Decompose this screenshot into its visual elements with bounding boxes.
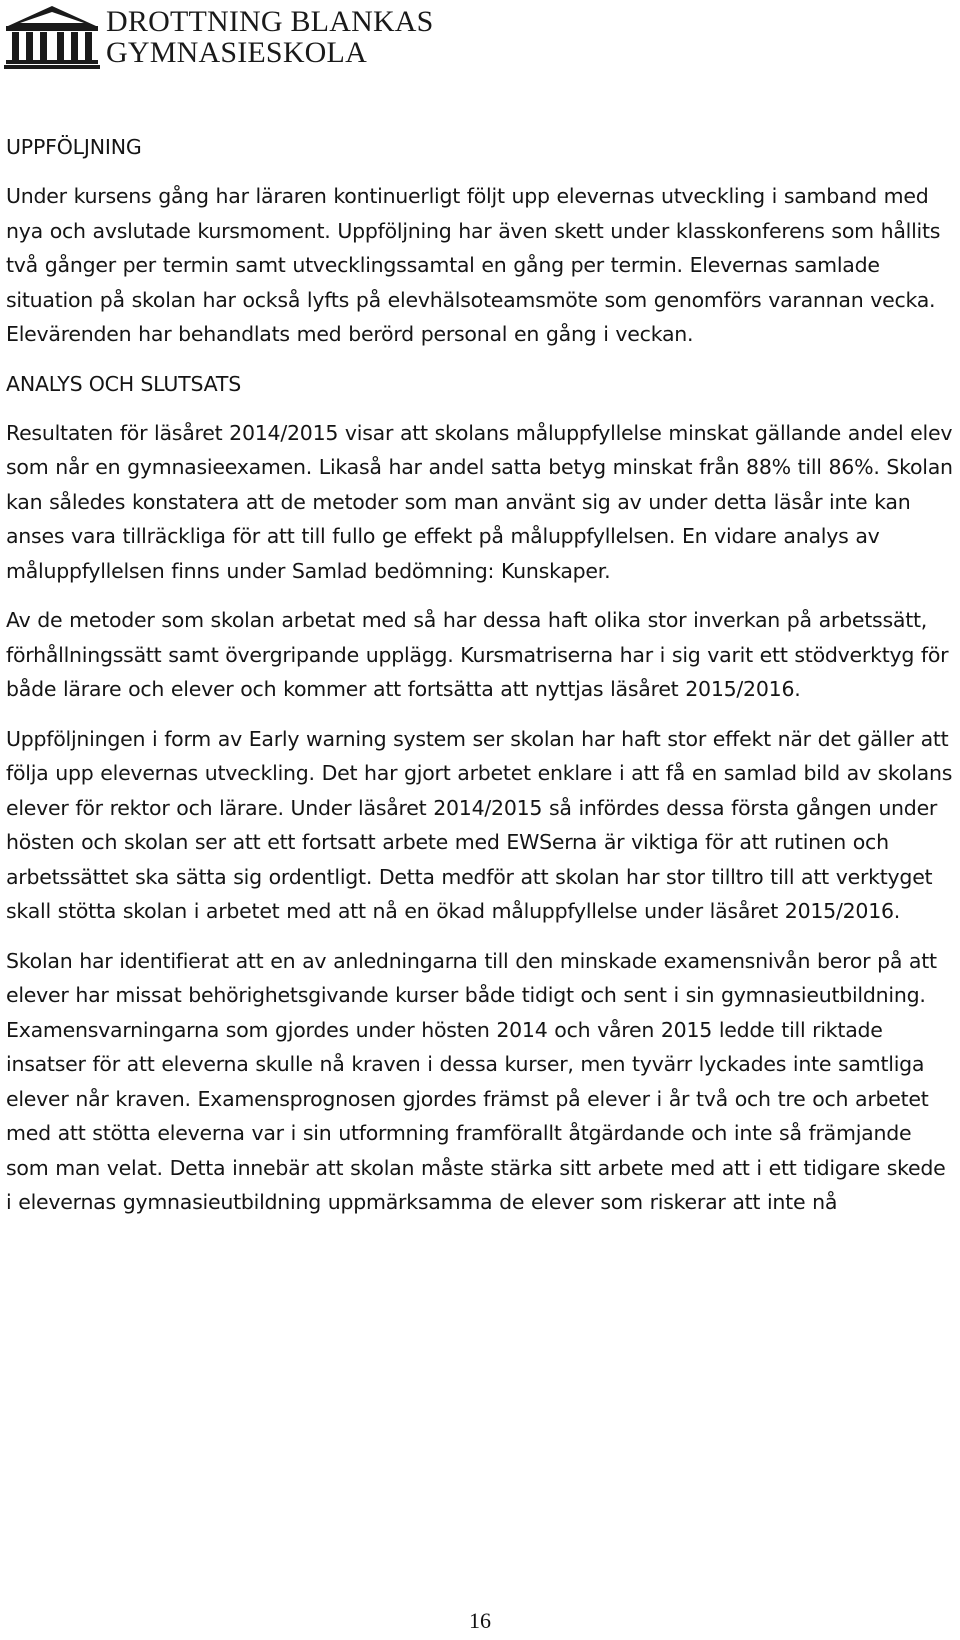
school-name	[106, 6, 434, 68]
section-uppfoljning	[6, 130, 954, 352]
section-heading: UPPFÖLJNING	[6, 135, 142, 159]
document-body	[6, 130, 954, 1235]
section-analys-och-slutsats	[6, 367, 954, 1220]
school-logo	[4, 2, 434, 72]
paragraph: Uppföljningen i form av Early warning system ser skolan har haft stor effekt när det gäller att följa upp elevernas utveckling. Det har gjort arbetet enklare i att få en samlad bild av skolans elever för rektor och lärare. Under läsåret 2014/2015 så infördes dessa första gången under hösten och skolan ser att ett fortsatt arbete med EWSerna är viktiga för att rutinen och arbetssättet ska sätta sig ordentligt. Detta medför att skolan har stor tilltro till att verktyget skall stötta skolan i arbetet med att nå en ökad måluppfyllelse under läsåret 2015/2016.	[6, 726, 953, 923]
page-number: 16	[469, 1608, 491, 1633]
paragraph: Under kursens gång har läraren kontinuerligt följt upp elevernas utveckling i samband med nya och avslutade kursmoment. Uppföljning har även skett under klasskonferens som hållits två gånger per termin samt utvecklingssamtal en gång per termin. Elevernas samlade situation på skolan har också lyfts på elevhälsoteamsmöte som genomförs varannan vecka. Elevärenden har behandlats med berörd personal en gång i veckan.	[6, 184, 941, 346]
school-name-line-2: GYMNASIESKOLA	[106, 36, 367, 69]
paragraph: Av de metoder som skolan arbetat med så har dessa haft olika stor inverkan på arbetssätt, förhållningssätt samt övergripande upplägg. Kursmatriserna har i sig varit ett stödverktyg för både lärare och elever och kommer att fortsätta att nyttjas läsåret 2015/2016.	[6, 608, 949, 701]
school-building-icon	[4, 4, 100, 70]
paragraph: Skolan har identifierat att en av anledningarna till den minskade examensnivån beror på att elever har missat behörighetsgivande kurser både tidigt och sent i sin gymnasieutbildning. Examensvarningarna som gjordes under hösten 2014 och våren 2015 ledde till riktade insatser för att eleverna skulle nå kraven i dessa kurser, men tyvärr lyckades inte samtliga elever når kraven. Examensprognosen gjordes främst på elever i år två och tre och arbetet med att stötta eleverna var i sin utformning framförallt åtgärdande och inte så främjande som man velat. Detta innebär att skolan måste stärka sitt arbete med att i ett tidigare skede i elevernas gymnasieutbildning uppmärksamma de elever som riskerar att inte nå	[6, 948, 946, 1214]
section-heading: ANALYS OCH SLUTSATS	[6, 371, 242, 396]
paragraph: Resultaten för läsåret 2014/2015 visar att skolans måluppfyllelse minskat gällande andel elev som når en gymnasieexamen. Likaså har andel satta betyg minskat från 88% till 86%. Skolan kan således konstatera att de metoder som man använt sig av under detta läsår inte kan anses vara tillräckliga för att till fullo ge effekt på måluppfyllelsen. En vidare analys av måluppfyllelsen finns under Samlad bedömning: Kunskaper.	[6, 420, 953, 583]
school-name-line-1: DROTTNING BLANKAS	[106, 5, 434, 38]
